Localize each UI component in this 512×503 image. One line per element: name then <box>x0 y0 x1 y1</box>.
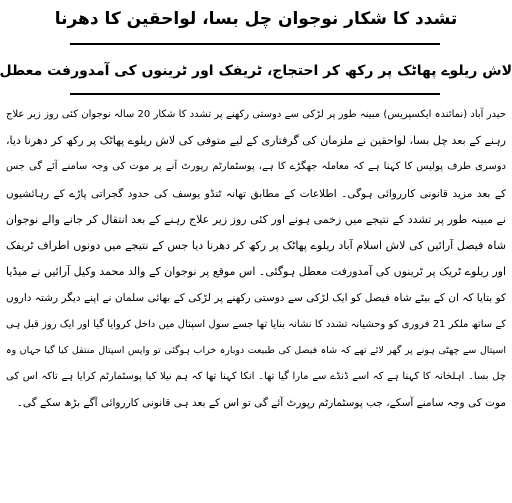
subheadline: لاش ریلوے پھاٹک پر رکھ کر احتجاج، ٹریفک اور ٹرینوں کی آمدورفت معطل <box>0 63 512 79</box>
body-line-3: دوسری طرف پولیس کا کہنا ہے کہ معاملہ جھگڑے کا ہے، پوسٹمارٹم رپورٹ آنے پر موت کی وجہ سامنے آئے گی جس <box>6 161 506 173</box>
body-line-11: چل بسا۔ اہلخانہ کا کہنا ہے کہ اسے ڈنڈے سے مارا گیا تھا۔ انکا کہنا تھا کہ ہم نیلا کیا پوسٹمارٹم کرایا ہے تاکہ اس کی <box>6 370 506 382</box>
body-line-6: شاہ فیصل آرائیں کی لاش اسلام آباد ریلوے پھاٹک پر رکھ کر دھرنا دیا جس کے نتیجے میں دونوں اطراف ٹریفک <box>6 238 506 252</box>
body-line-8: کو بتایا کہ ان کے بیٹے شاہ فیصل کو ایک لڑکی سے دوستی رکھنے پر لڑکی کے بھائی سلمان نے اپنے دیگر رشتہ داروں <box>6 292 506 305</box>
body-line-5: نے مبینہ طور پر تشدد کے نتیجے میں زخمی ہونے اور کئی روز زیر علاج رہنے کے بعد انتقال کر جانے والے نوجوان <box>6 212 506 226</box>
headline-divider-bottom <box>70 93 440 95</box>
headline-divider-top <box>70 43 440 45</box>
body-line-2: رہنے کے بعد چل بسا، لواحقین نے ملزمان کی گرفتاری کے لیے متوفی کی لاش ریلوے پھاٹک پر رکھ کر دھرنا دیا، <box>6 134 506 148</box>
body-line-10: اسپتال سے چھٹی ہونے پر گھر لائے تھے کہ شاہ فیصل کی طبیعت دوبارہ خراب ہوگئی تو واپس اسپتال منتقل کیا گیا جہاں وہ <box>6 344 506 356</box>
article-body <box>6 102 506 416</box>
body-line-9: کے ساتھ ملکر 21 فروری کو وحشیانہ تشدد کا نشانہ بنایا تھا جسے سول اسپتال میں داخل کروایا گیا اور ایک روز قبل ہی <box>6 318 506 330</box>
body-line-1: حیدر آباد (نمائندہ ایکسپریس) مبینہ طور پر لڑکی سے دوستی رکھنے پر تشدد کا شکار 20 سالہ نوجوان کئی روز زیر علاج <box>6 109 506 120</box>
headline: تشدد کا شکار نوجوان چل بسا، لواحقین کا دھرنا <box>54 9 458 29</box>
body-line-4: کے بعد مزید قانونی کارروائی ہوگی۔ اطلاعات کے مطابق تھانہ ٹنڈو یوسف کی حدود گجراتی پاڑے کے رہائشیوں <box>6 187 506 200</box>
body-line-12: موت کی وجہ سامنے آسکے، جب پوسٹمارٹم رپورٹ آئے گی تو اس کے بعد ہی قانونی کارروائی آگے بڑھ سکے گی۔ <box>16 397 506 410</box>
body-line-7: اور ریلوے ٹریک پر ٹرینوں کی آمدورفت معطل ہوگئی۔ اس موقع پر نوجوان کے والد محمد وکیل آرائیں نے میڈیا <box>6 265 506 279</box>
